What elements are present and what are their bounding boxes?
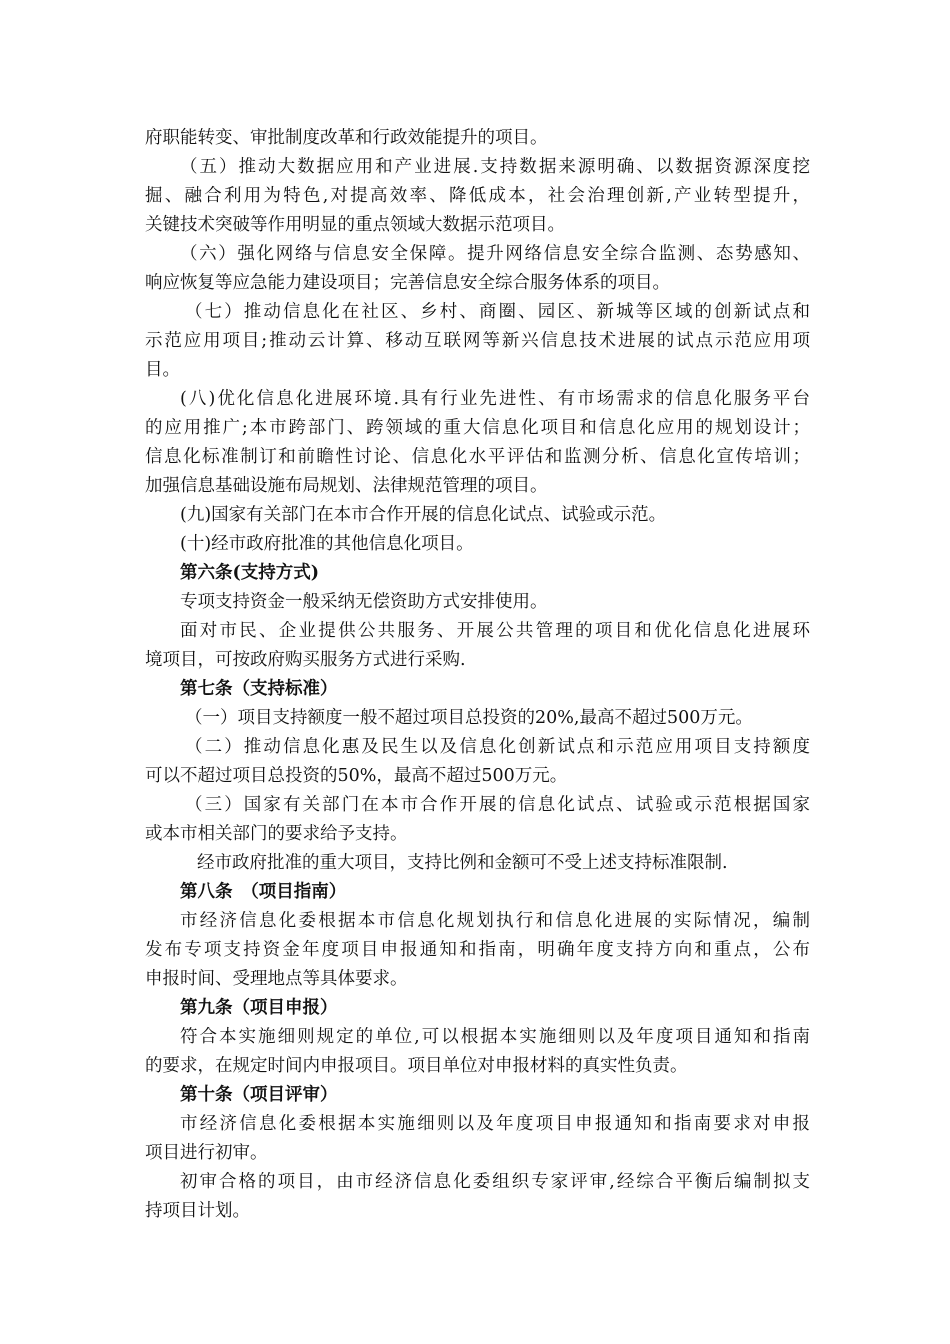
text-line: 可以不超过项目总投资的50%，最高不超过500万元。	[145, 766, 568, 786]
text-line: 初审合格的项目，由市经济信息化委组织专家评审,经综合平衡后编制拟支	[180, 1172, 810, 1192]
text-line: 境项目，可按政府购买服务方式进行采购.	[145, 650, 466, 670]
text-line: （二）推动信息化惠及民生以及信息化创新试点和示范应用项目支持额度	[185, 737, 810, 757]
text-line: (九)国家有关部门在本市合作开展的信息化试点、试验或示范。	[180, 505, 667, 525]
text-line: （五）推动大数据应用和产业进展.支持数据来源明确、以数据资源深度挖	[180, 157, 810, 177]
article-heading: 第七条（支持标准）	[180, 679, 338, 699]
text-line: 市经济信息化委根据本实施细则以及年度项目申报通知和指南要求对申报	[180, 1114, 810, 1134]
article-heading: 第九条（项目申报）	[180, 998, 338, 1018]
text-line: 面对市民、企业提供公共服务、开展公共管理的项目和优化信息化进展环	[180, 621, 810, 641]
text-line: 响应恢复等应急能力建设项目；完善信息安全综合服务体系的项目。	[145, 273, 670, 293]
text-line: 示范应用项目;推动云计算、移动互联网等新兴信息技术进展的试点示范应用项	[145, 331, 810, 351]
text-line: （一）项目支持额度一般不超过项目总投资的20%,最高不超过500万元。	[185, 708, 753, 728]
text-line: 的要求，在规定时间内申报项目。项目单位对申报材料的真实性负责。	[145, 1056, 688, 1076]
text-line: 专项支持资金一般采纳无偿资助方式安排使用。	[180, 592, 548, 612]
text-line: （七）推动信息化在社区、乡村、商圈、园区、新城等区域的创新试点和	[185, 302, 810, 322]
text-line: 符合本实施细则规定的单位,可以根据本实施细则以及年度项目通知和指南	[180, 1027, 810, 1047]
text-line: 申报时间、受理地点等具体要求。	[145, 969, 408, 989]
text-line: 市经济信息化委根据本市信息化规划执行和信息化进展的实际情况，编制	[180, 911, 810, 931]
text-line: （六）强化网络与信息安全保障。提升网络信息安全综合监测、态势感知、	[180, 244, 810, 264]
text-line: 持项目计划。	[145, 1201, 250, 1221]
text-line: 或本市相关部门的要求给予支持。	[145, 824, 408, 844]
article-heading: 第八条 （项目指南）	[180, 882, 347, 902]
text-line: 信息化标准制订和前瞻性讨论、信息化水平评估和监测分析、信息化宣传培训；	[145, 447, 810, 467]
article-heading: 第十条（项目评审）	[180, 1085, 338, 1105]
text-line: 加强信息基础设施布局规划、法律规范管理的项目。	[145, 476, 548, 496]
text-line: （三）国家有关部门在本市合作开展的信息化试点、试验或示范根据国家	[185, 795, 810, 815]
text-line: 目。	[145, 360, 180, 380]
document-page	[145, 124, 810, 1226]
text-line: 发布专项支持资金年度项目申报通知和指南，明确年度支持方向和重点，公布	[145, 940, 810, 960]
text-line: 掘、融合利用为特色,对提高效率、降低成本，社会治理创新,产业转型提升，	[145, 186, 810, 206]
text-line: 关键技术突破等作用明显的重点领域大数据示范项目。	[145, 215, 565, 235]
text-line: 经市政府批准的重大项目，支持比例和金额可不受上述支持标准限制.	[197, 853, 728, 873]
text-line: (八)优化信息化进展环境.具有行业先进性、有市场需求的信息化服务平台	[180, 389, 810, 409]
text-line: 项目进行初审。	[145, 1143, 268, 1163]
text-line: 的应用推广;本市跨部门、跨领域的重大信息化项目和信息化应用的规划设计；	[145, 418, 810, 438]
text-line: 府职能转变、审批制度改革和行政效能提升的项目。	[145, 128, 548, 148]
text-line: (十)经市政府批准的其他信息化项目。	[180, 534, 474, 554]
article-heading: 第六条(支持方式)	[180, 563, 320, 583]
